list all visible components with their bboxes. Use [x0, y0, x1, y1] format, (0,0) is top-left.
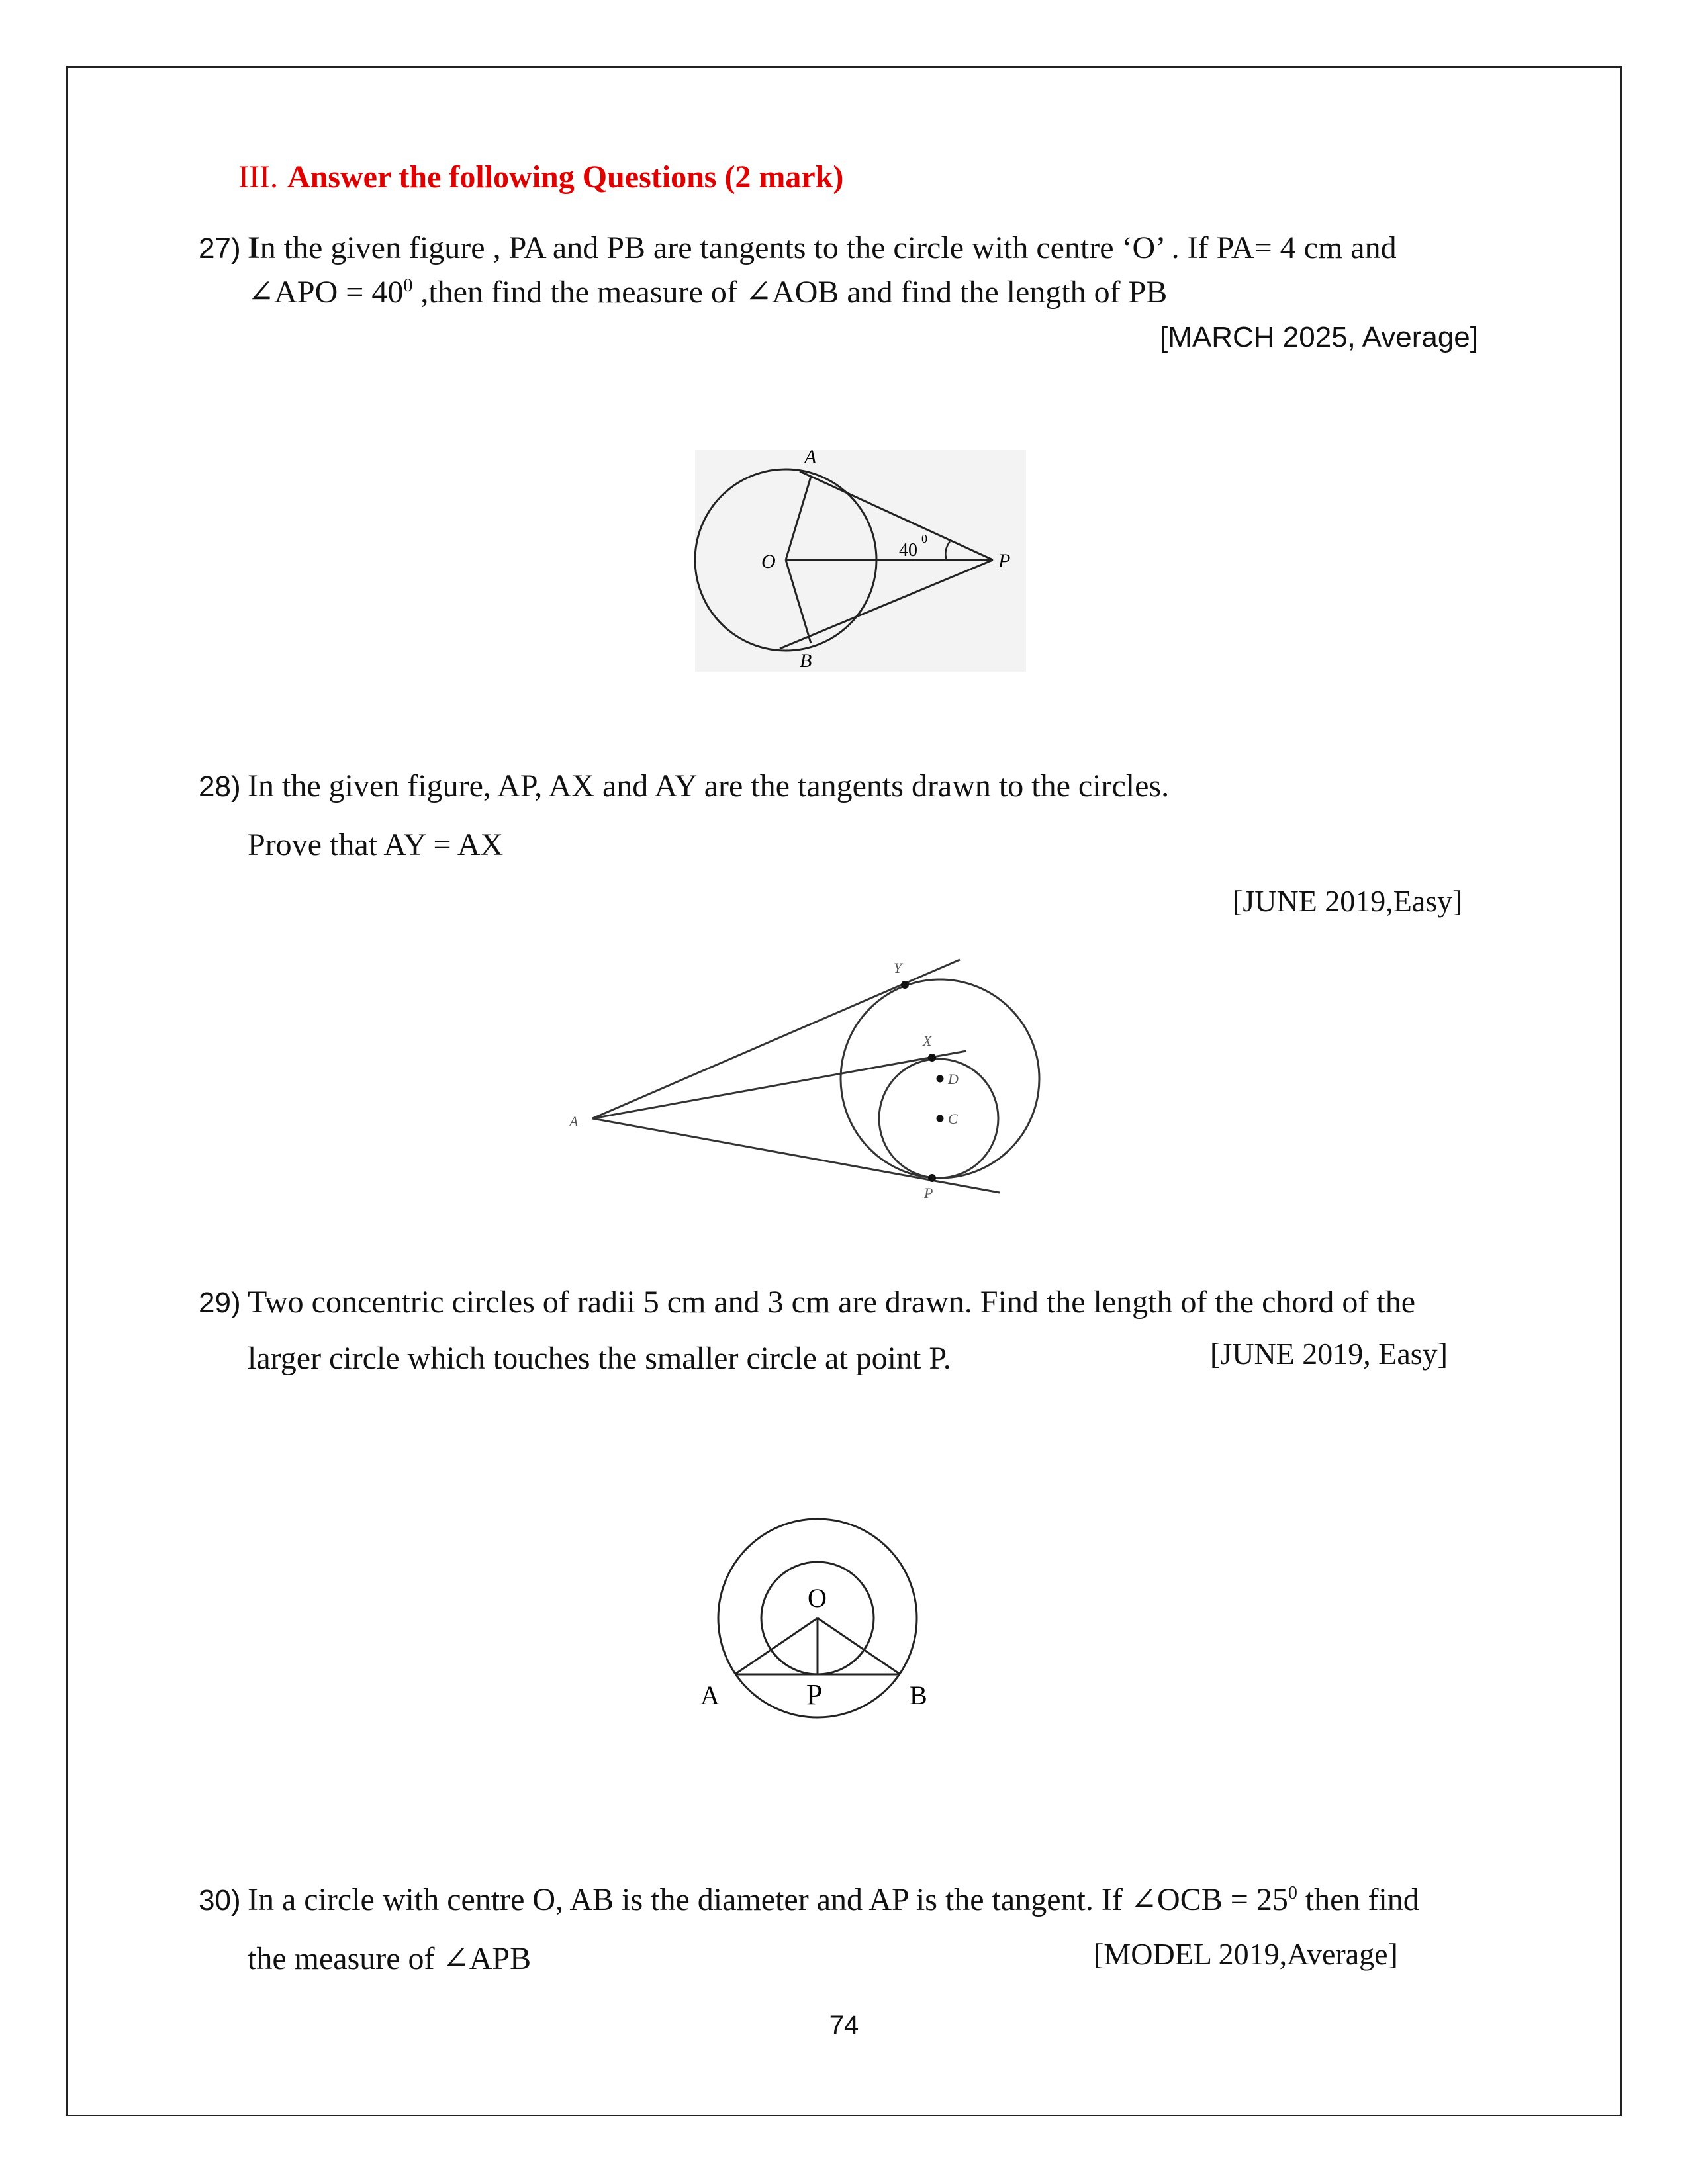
- point-c: [937, 1115, 944, 1122]
- segment-oa: [735, 1618, 818, 1674]
- question-27-line-1: [199, 226, 1397, 271]
- tangent-circles-svg: [556, 953, 1046, 1218]
- question-30-line-1: [199, 1878, 1419, 1923]
- question-28: [199, 764, 1169, 867]
- label-x: X: [923, 1032, 932, 1049]
- question-29-tag: [JUNE 2019, Easy]: [1210, 1337, 1448, 1371]
- question-text: ,then find the measure of ∠AOB and find the length of PB: [412, 275, 1168, 310]
- section-numeral: III.: [238, 159, 278, 195]
- superscript: 0: [403, 275, 413, 296]
- question-29-line-1: [199, 1281, 1415, 1325]
- question-text: then find: [1297, 1882, 1419, 1917]
- question-28-tag: [JUNE 2019,Easy]: [1233, 884, 1463, 918]
- question-number: 28): [199, 770, 241, 803]
- question-27-line-2: [199, 271, 1397, 314]
- label-y: Y: [894, 960, 902, 976]
- bold-letter: I: [248, 230, 260, 265]
- point-x: [928, 1054, 936, 1062]
- label-a: A: [804, 446, 817, 468]
- segment-ob: [818, 1618, 900, 1674]
- question-number: 29): [199, 1287, 241, 1319]
- superscript: 0: [1288, 1883, 1297, 1903]
- label-o: O: [761, 551, 776, 572]
- question-30-tag: [MODEL 2019,Average]: [1094, 1937, 1398, 1971]
- label-p: P: [924, 1185, 933, 1201]
- question-number: 27): [199, 232, 241, 265]
- label-p: P: [998, 550, 1011, 572]
- tangent-figure-svg: [682, 430, 1026, 682]
- figure-28: [556, 953, 1046, 1221]
- question-text: n the given figure , PA and PB are tangents to the circle with centre ‘O’ . If PA= 4 cm and: [259, 230, 1397, 265]
- question-number: 30): [199, 1884, 241, 1917]
- page-number: 74: [829, 2011, 859, 2040]
- figure-27: [682, 430, 1026, 685]
- label-o: O: [808, 1583, 827, 1613]
- label-a: A: [700, 1680, 720, 1710]
- question-text: In the given figure, AP, AX and AY are the tangents drawn to the circles.: [248, 768, 1170, 803]
- concentric-circles-svg: [695, 1516, 947, 1741]
- question-28-line-2: Prove that AY = AX: [248, 827, 504, 862]
- question-29-line-2: larger circle which touches the smaller circle at point P.: [248, 1341, 951, 1376]
- tangent-ax: [592, 1051, 966, 1118]
- label-d: D: [948, 1071, 959, 1087]
- label-c: C: [948, 1111, 958, 1127]
- question-28-line-1: [199, 764, 1169, 809]
- question-27: [199, 226, 1397, 314]
- section-title: Answer the following Questions (2 mark): [287, 159, 844, 195]
- question-text: In a circle with centre O, AB is the diameter and AP is the tangent. If ∠OCB = 25: [248, 1882, 1288, 1917]
- label-p: P: [806, 1678, 823, 1711]
- question-text: Two concentric circles of radii 5 cm and 3 cm are drawn. Find the length of the chord of the: [248, 1285, 1416, 1320]
- question-text: ∠APO = 40: [248, 275, 404, 310]
- figure-29: [695, 1516, 947, 1744]
- question-30-line-2: the measure of ∠APB: [248, 1941, 532, 1976]
- section-heading: [238, 159, 843, 195]
- label-a: A: [569, 1113, 579, 1130]
- point-y: [901, 981, 909, 989]
- point-d: [937, 1075, 944, 1083]
- angle-superscript: 0: [921, 532, 927, 545]
- label-b: B: [800, 650, 812, 672]
- label-b: B: [910, 1680, 927, 1710]
- question-27-tag: [MARCH 2025, Average]: [1160, 321, 1478, 353]
- angle-label: 40: [899, 540, 917, 561]
- point-p: [928, 1174, 936, 1182]
- tangent-ap: [592, 1118, 1000, 1193]
